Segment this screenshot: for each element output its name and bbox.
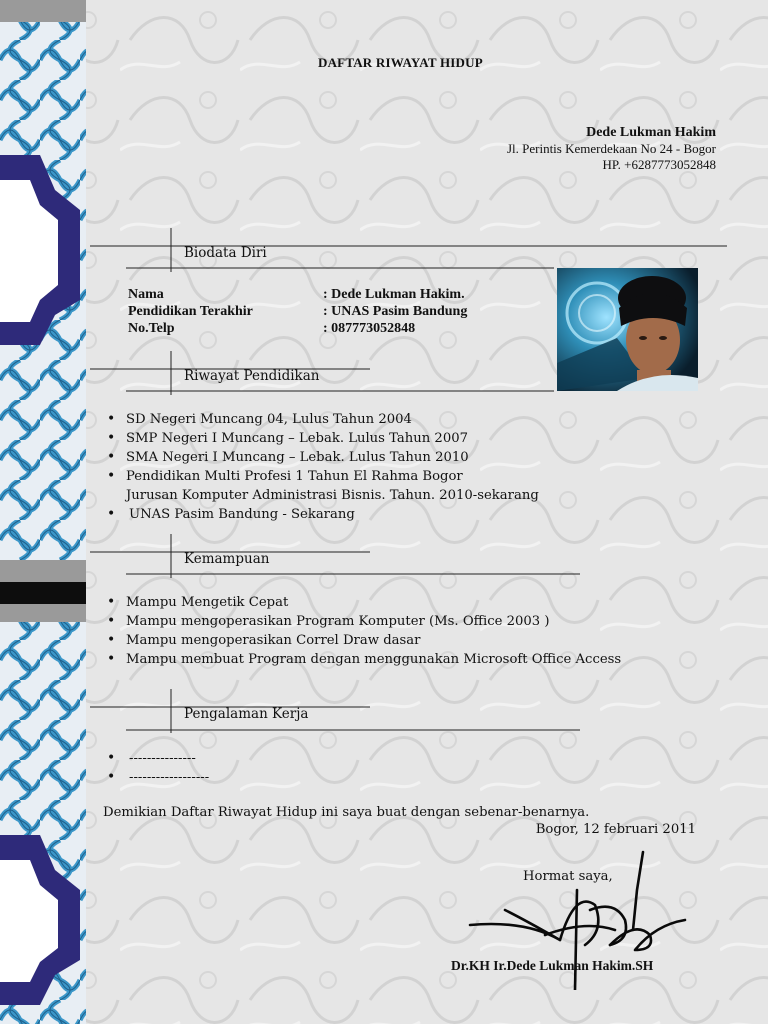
list-item: • Mampu Mengetik Cepat [104, 593, 704, 612]
list-item: • SMA Negeri I Muncang – Lebak. Lulus Tahun 2010 [104, 448, 664, 467]
experience-list [104, 749, 504, 787]
salutation: Hormat saya, [523, 869, 613, 884]
biodata-value: : Dede Lukman Hakim. [323, 287, 465, 302]
list-item: • Mampu membuat Program dengan menggunakan Microsoft Office Access [104, 650, 704, 669]
section-title-kemampuan: Kemampuan [184, 551, 270, 567]
list-item: • UNAS Pasim Bandung - Sekarang [104, 505, 664, 524]
signature-name: Dr.KH Ir.Dede Lukman Hakim.SH [451, 958, 654, 973]
list-item: • Mampu mengoperasikan Correl Draw dasar [104, 631, 704, 650]
header-address: Jl. Perintis Kemerdekaan No 24 - Bogor [506, 141, 716, 156]
biodata-row [128, 320, 467, 337]
closing-statement: Demikian Daftar Riwayat Hidup ini saya buat dengan sebenar-benarnya. [103, 805, 590, 820]
section-title-biodata: Biodata Diri [184, 245, 267, 261]
place-date: Bogor, 12 februari 2011 [535, 822, 696, 837]
list-item: • SMP Negeri I Muncang – Lebak. Lulus Tahun 2007 [104, 429, 664, 448]
biodata-value: : UNAS Pasim Bandung [323, 304, 468, 319]
biodata-label: Nama [128, 287, 164, 302]
section-title-pendidikan: Riwayat Pendidikan [184, 368, 320, 384]
list-item: • Pendidikan Multi Profesi 1 Tahun El Rahma Bogor [104, 467, 664, 486]
document-title: DAFTAR RIWAYAT HIDUP [318, 55, 483, 70]
biodata-row [128, 303, 467, 320]
biodata-row [128, 286, 467, 303]
portrait-photo-icon [557, 268, 698, 391]
list-item: • Mampu mengoperasikan Program Komputer (Ms. Office 2003 ) [104, 612, 704, 631]
header-contact [316, 125, 716, 173]
header-name: Dede Lukman Hakim [586, 125, 716, 140]
list-item-continuation: Jurusan Komputer Administrasi Bisnis. Tahun. 2010-sekarang [126, 488, 539, 503]
biodata-label: Pendidikan Terakhir [128, 304, 253, 319]
list-item: • SD Negeri Muncang 04, Lulus Tahun 2004 [104, 410, 664, 429]
list-item: • --------------- [104, 749, 504, 768]
biodata-value: : 087773052848 [323, 321, 416, 336]
section-title-pengalaman: Pengalaman Kerja [184, 706, 309, 722]
header-phone: HP. +6287773052848 [602, 157, 716, 172]
skills-list [104, 593, 704, 669]
biodata-label: No.Telp [128, 321, 175, 336]
education-list [104, 410, 664, 524]
list-item: • ------------------ [104, 768, 504, 787]
biodata-table [128, 286, 467, 337]
